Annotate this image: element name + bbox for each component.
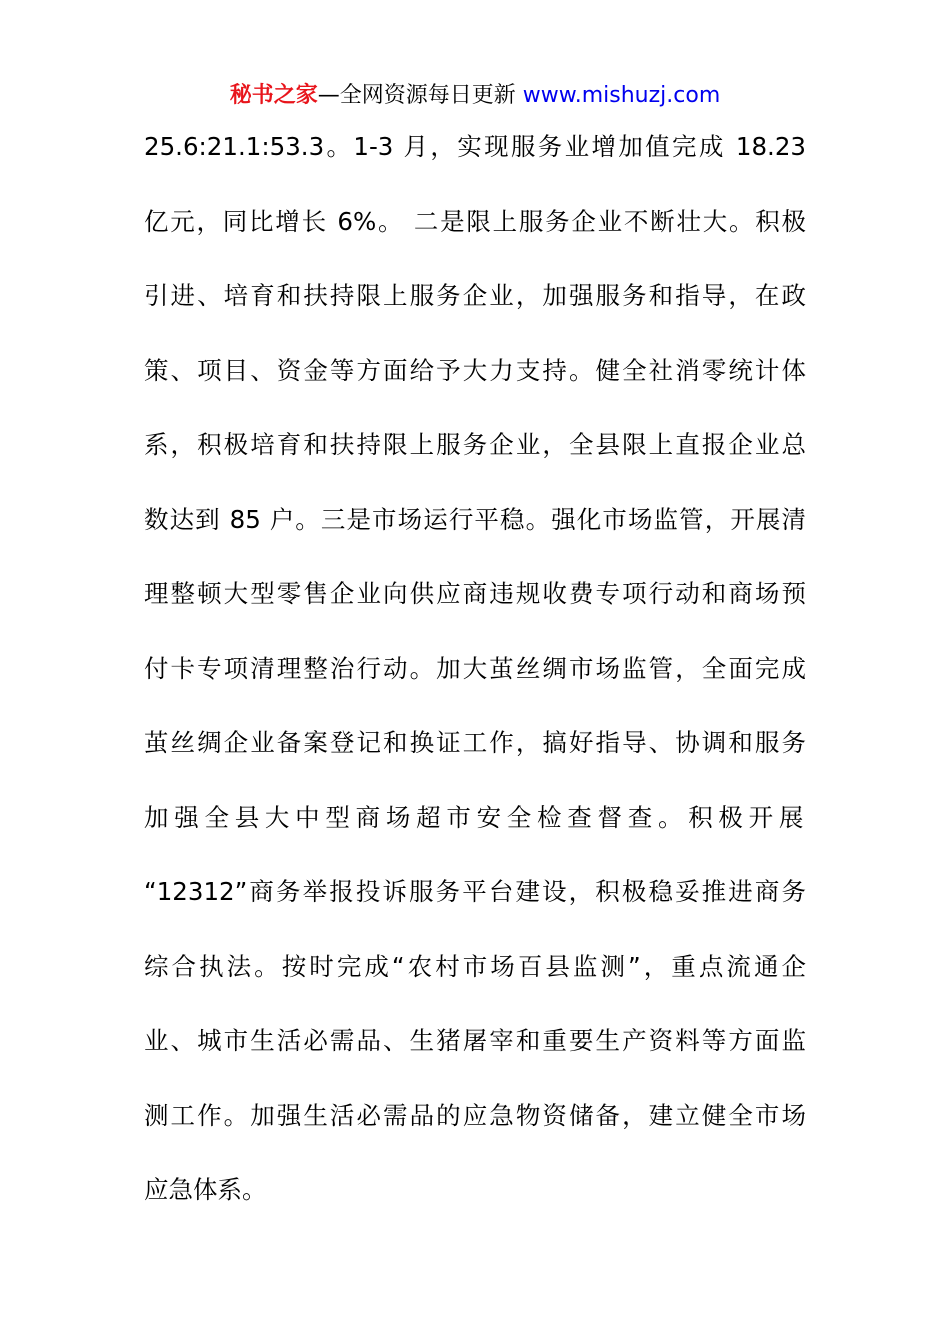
text-line: 综合执法。按时完成“农村市场百县监测”，重点流通企 bbox=[144, 951, 806, 981]
document-body bbox=[144, 127, 806, 1245]
text-line: 加强全县大中型商场超市安全检查督查。积极开展 bbox=[144, 802, 806, 832]
site-link[interactable]: www.mishuzj.com bbox=[522, 83, 721, 108]
text-line: 测工作。加强生活必需品的应急物资储备，建立健全市场 bbox=[144, 1100, 806, 1130]
header-tagline: —全网资源每日更新 bbox=[317, 83, 523, 108]
text-line: 付卡专项清理整治行动。加大茧丝绸市场监管，全面完成 bbox=[144, 653, 806, 683]
text-line: “12312”商务举报投诉服务平台建设，积极稳妥推进商务 bbox=[144, 877, 806, 906]
text-line: 亿元，同比增长 6%。 二是限上服务企业不断壮大。积极 bbox=[144, 206, 806, 236]
text-line: 应急体系。 bbox=[144, 1175, 267, 1204]
brand-name: 秘书之家 bbox=[229, 83, 318, 108]
text-line: 引进、培育和扶持限上服务企业，加强服务和指导，在政 bbox=[144, 281, 806, 310]
text-line: 策、项目、资金等方面给予大力支持。健全社消零统计体 bbox=[144, 355, 806, 385]
text-line: 茧丝绸企业备案登记和换证工作，搞好指导、协调和服务 bbox=[144, 728, 806, 757]
text-line: 理整顿大型零售企业向供应商违规收费专项行动和商场预 bbox=[144, 579, 806, 608]
text-line: 25.6:21.1:53.3。1-3 月，实现服务业增加值完成 18.23 bbox=[144, 132, 806, 161]
text-line: 系，积极培育和扶持限上服务企业，全县限上直报企业总 bbox=[144, 430, 806, 459]
text-line: 业、城市生活必需品、生猪屠宰和重要生产资料等方面监 bbox=[144, 1026, 806, 1055]
text-line: 数达到 85 户。三是市场运行平稳。强化市场监管，开展清 bbox=[144, 504, 806, 534]
page-header bbox=[0, 80, 950, 112]
